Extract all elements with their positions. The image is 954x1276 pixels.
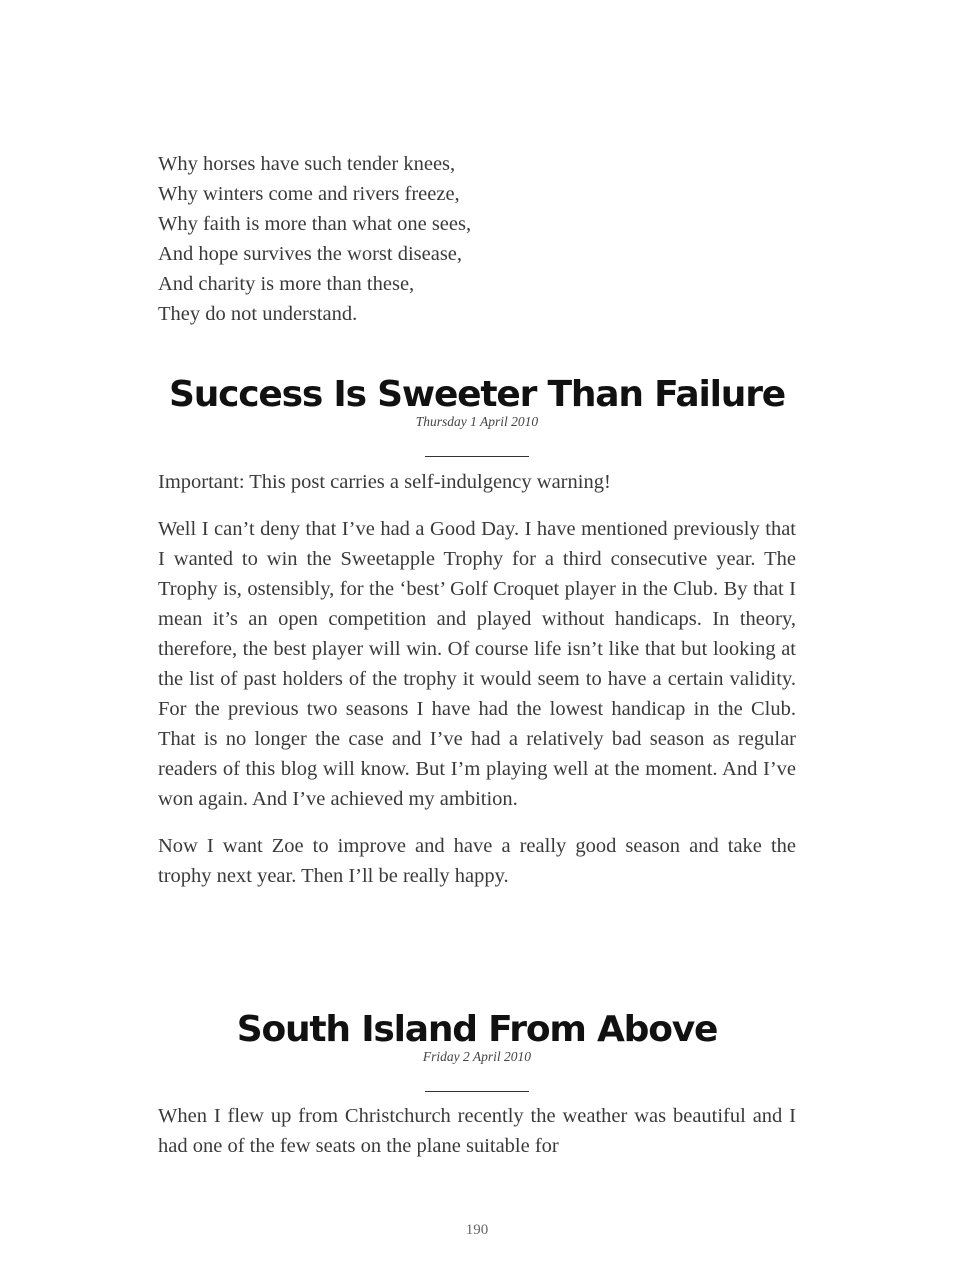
poem-line: And charity is more than these, xyxy=(158,273,415,295)
book-page xyxy=(158,0,796,1276)
blog-post-success xyxy=(158,372,796,891)
post-date: Friday 2 April 2010 xyxy=(422,1049,532,1064)
post-paragraph: Important: This post carries a self-indulgency warning! xyxy=(158,471,611,493)
poem-excerpt xyxy=(158,149,796,329)
poem-line: Why faith is more than what one sees, xyxy=(158,213,472,235)
title-divider xyxy=(425,1091,529,1092)
poem-line: They do not understand. xyxy=(158,303,358,325)
post-paragraph: Well I can’t deny that I’ve had a Good Day. I have mentioned previously that I wanted to win the Sweetapple Trophy for a third consecutive year. The Trophy is, ostensibly, for the ‘best’ Golf Croquet player in the Club. By that I mean it’s an open competition and played without handicaps. In theory, therefore, the best player will win. Of course life isn’t like that but looking at the list of past holders of the trophy it would seem to have a certain validity. For the previous two seasons I have had the lowest handicap in the Club. That is no longer the case and I’ve had a relatively bad season as regular readers of this blog will know. But I’m playing well at the moment. And I’ve won again. And I’ve achieved my ambition. xyxy=(158,518,796,810)
post-paragraph: Now I want Zoe to improve and have a really good season and take the trophy next year. Then I’ll be really happy. xyxy=(158,835,796,887)
poem-line: And hope survives the worst disease, xyxy=(158,243,463,265)
post-title: Success Is Sweeter Than Failure xyxy=(168,374,786,415)
post-date: Thursday 1 April 2010 xyxy=(415,414,539,429)
blog-post-south-island xyxy=(158,1007,796,1161)
poem-line: Why winters come and rivers freeze, xyxy=(158,183,460,205)
poem-line: Why horses have such tender knees, xyxy=(158,153,456,175)
page-number: 190 xyxy=(465,1222,489,1238)
post-title: South Island From Above xyxy=(236,1009,718,1050)
title-divider xyxy=(425,456,529,457)
post-paragraph: When I flew up from Christchurch recently the weather was beautiful and I had one of the few seats on the plane suitable for xyxy=(158,1105,796,1157)
